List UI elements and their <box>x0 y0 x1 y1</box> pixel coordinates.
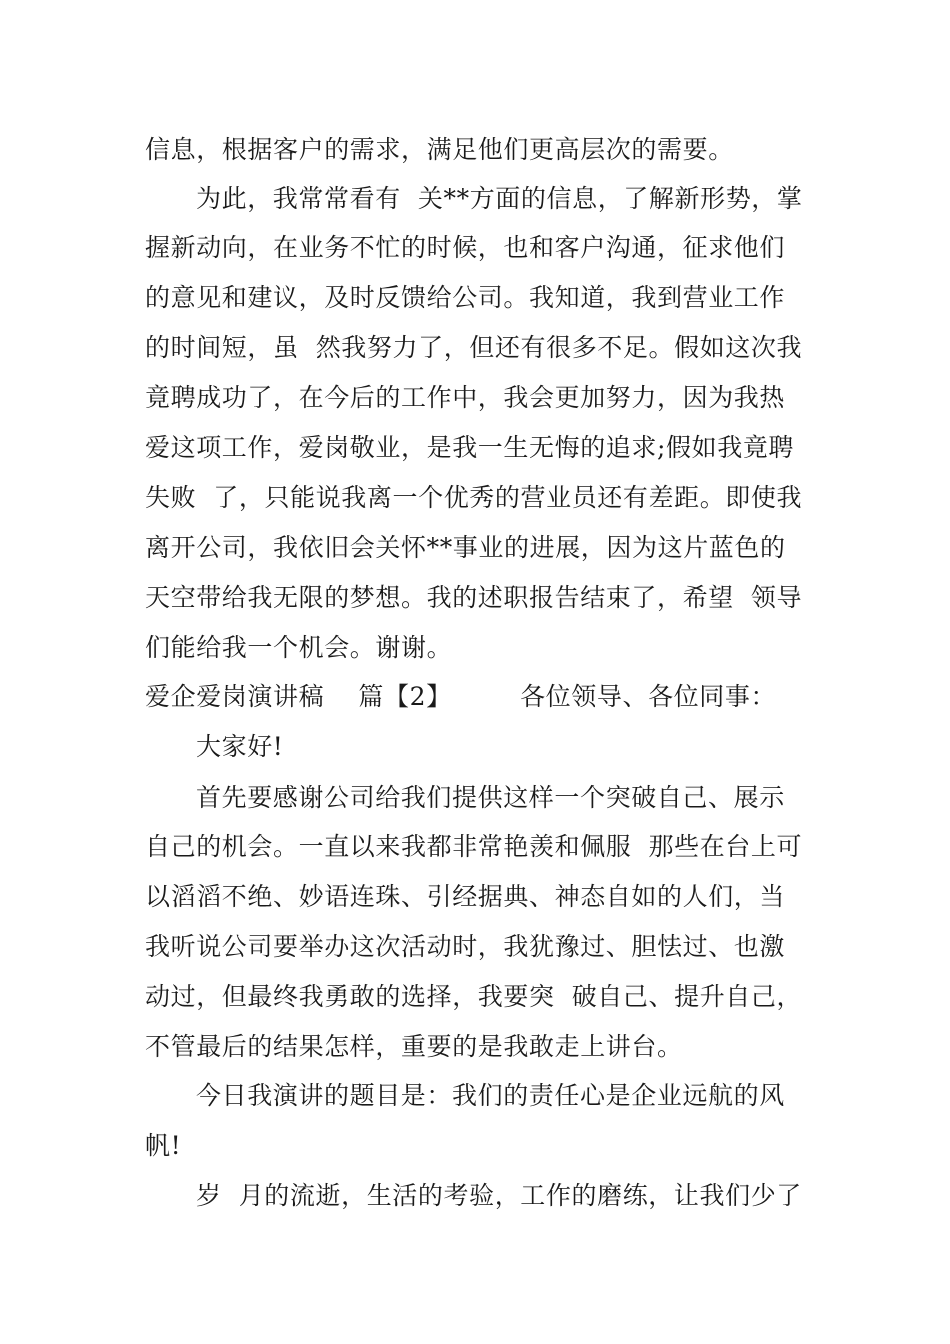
text-line: 动过，但最终我勇敢的选择，我要突 破自己、提升自己， <box>145 982 803 1011</box>
text-line: 为此，我常常看有 关**方面的信息，了解新形势，掌 <box>196 184 803 213</box>
text-line: 的时间短，虽 然我努力了，但还有很多不足。假如这次我 <box>145 333 803 362</box>
section-heading: 爱企爱岗演讲稿 篇【2】 各位领导、各位同事： <box>145 682 777 711</box>
text-line: 信息，根据客户的需求，满足他们更高层次的需要。 <box>145 135 734 164</box>
text-line: 的意见和建议，及时反馈给公司。我知道，我到营业工作 <box>145 283 786 312</box>
text-line: 竟聘成功了，在今后的工作中，我会更加努力，因为我热 <box>145 383 786 412</box>
text-line: 今日我演讲的题目是：我们的责任心是企业远航的风 <box>196 1081 785 1110</box>
text-line: 我听说公司要举办这次活动时，我犹豫过、胆怯过、也激 <box>145 932 786 961</box>
text-line: 握新动向，在业务不忙的时候，也和客户沟通，征求他们 <box>145 233 786 262</box>
text-line: 岁 月的流逝，生活的考验，工作的磨练，让我们少了 <box>196 1181 802 1210</box>
text-line: 离开公司，我依旧会关怀**事业的进展，因为这片蓝色的 <box>145 533 786 562</box>
text-line: 首先要感谢公司给我们提供这样一个突破自己、展示 <box>196 783 785 812</box>
text-line: 帆! <box>145 1131 182 1160</box>
text-line: 自己的机会。一直以来我都非常艳羡和佩服 那些在台上可 <box>145 832 803 861</box>
text-line: 大家好! <box>196 732 284 761</box>
text-line: 爱这项工作，爱岗敬业，是我一生无悔的追求;假如我竟聘 <box>145 433 795 462</box>
text-line: 以滔滔不绝、妙语连珠、引经据典、神态自如的人们，当 <box>145 882 786 911</box>
text-line: 失败 了，只能说我离一个优秀的营业员还有差距。即使我 <box>145 483 803 512</box>
text-line: 天空带给我无限的梦想。我的述职报告结束了，希望 领导 <box>145 583 803 612</box>
text-line: 不管最后的结果怎样，重要的是我敢走上讲台。 <box>145 1032 683 1061</box>
text-line: 们能给我一个机会。谢谢。 <box>145 633 453 662</box>
